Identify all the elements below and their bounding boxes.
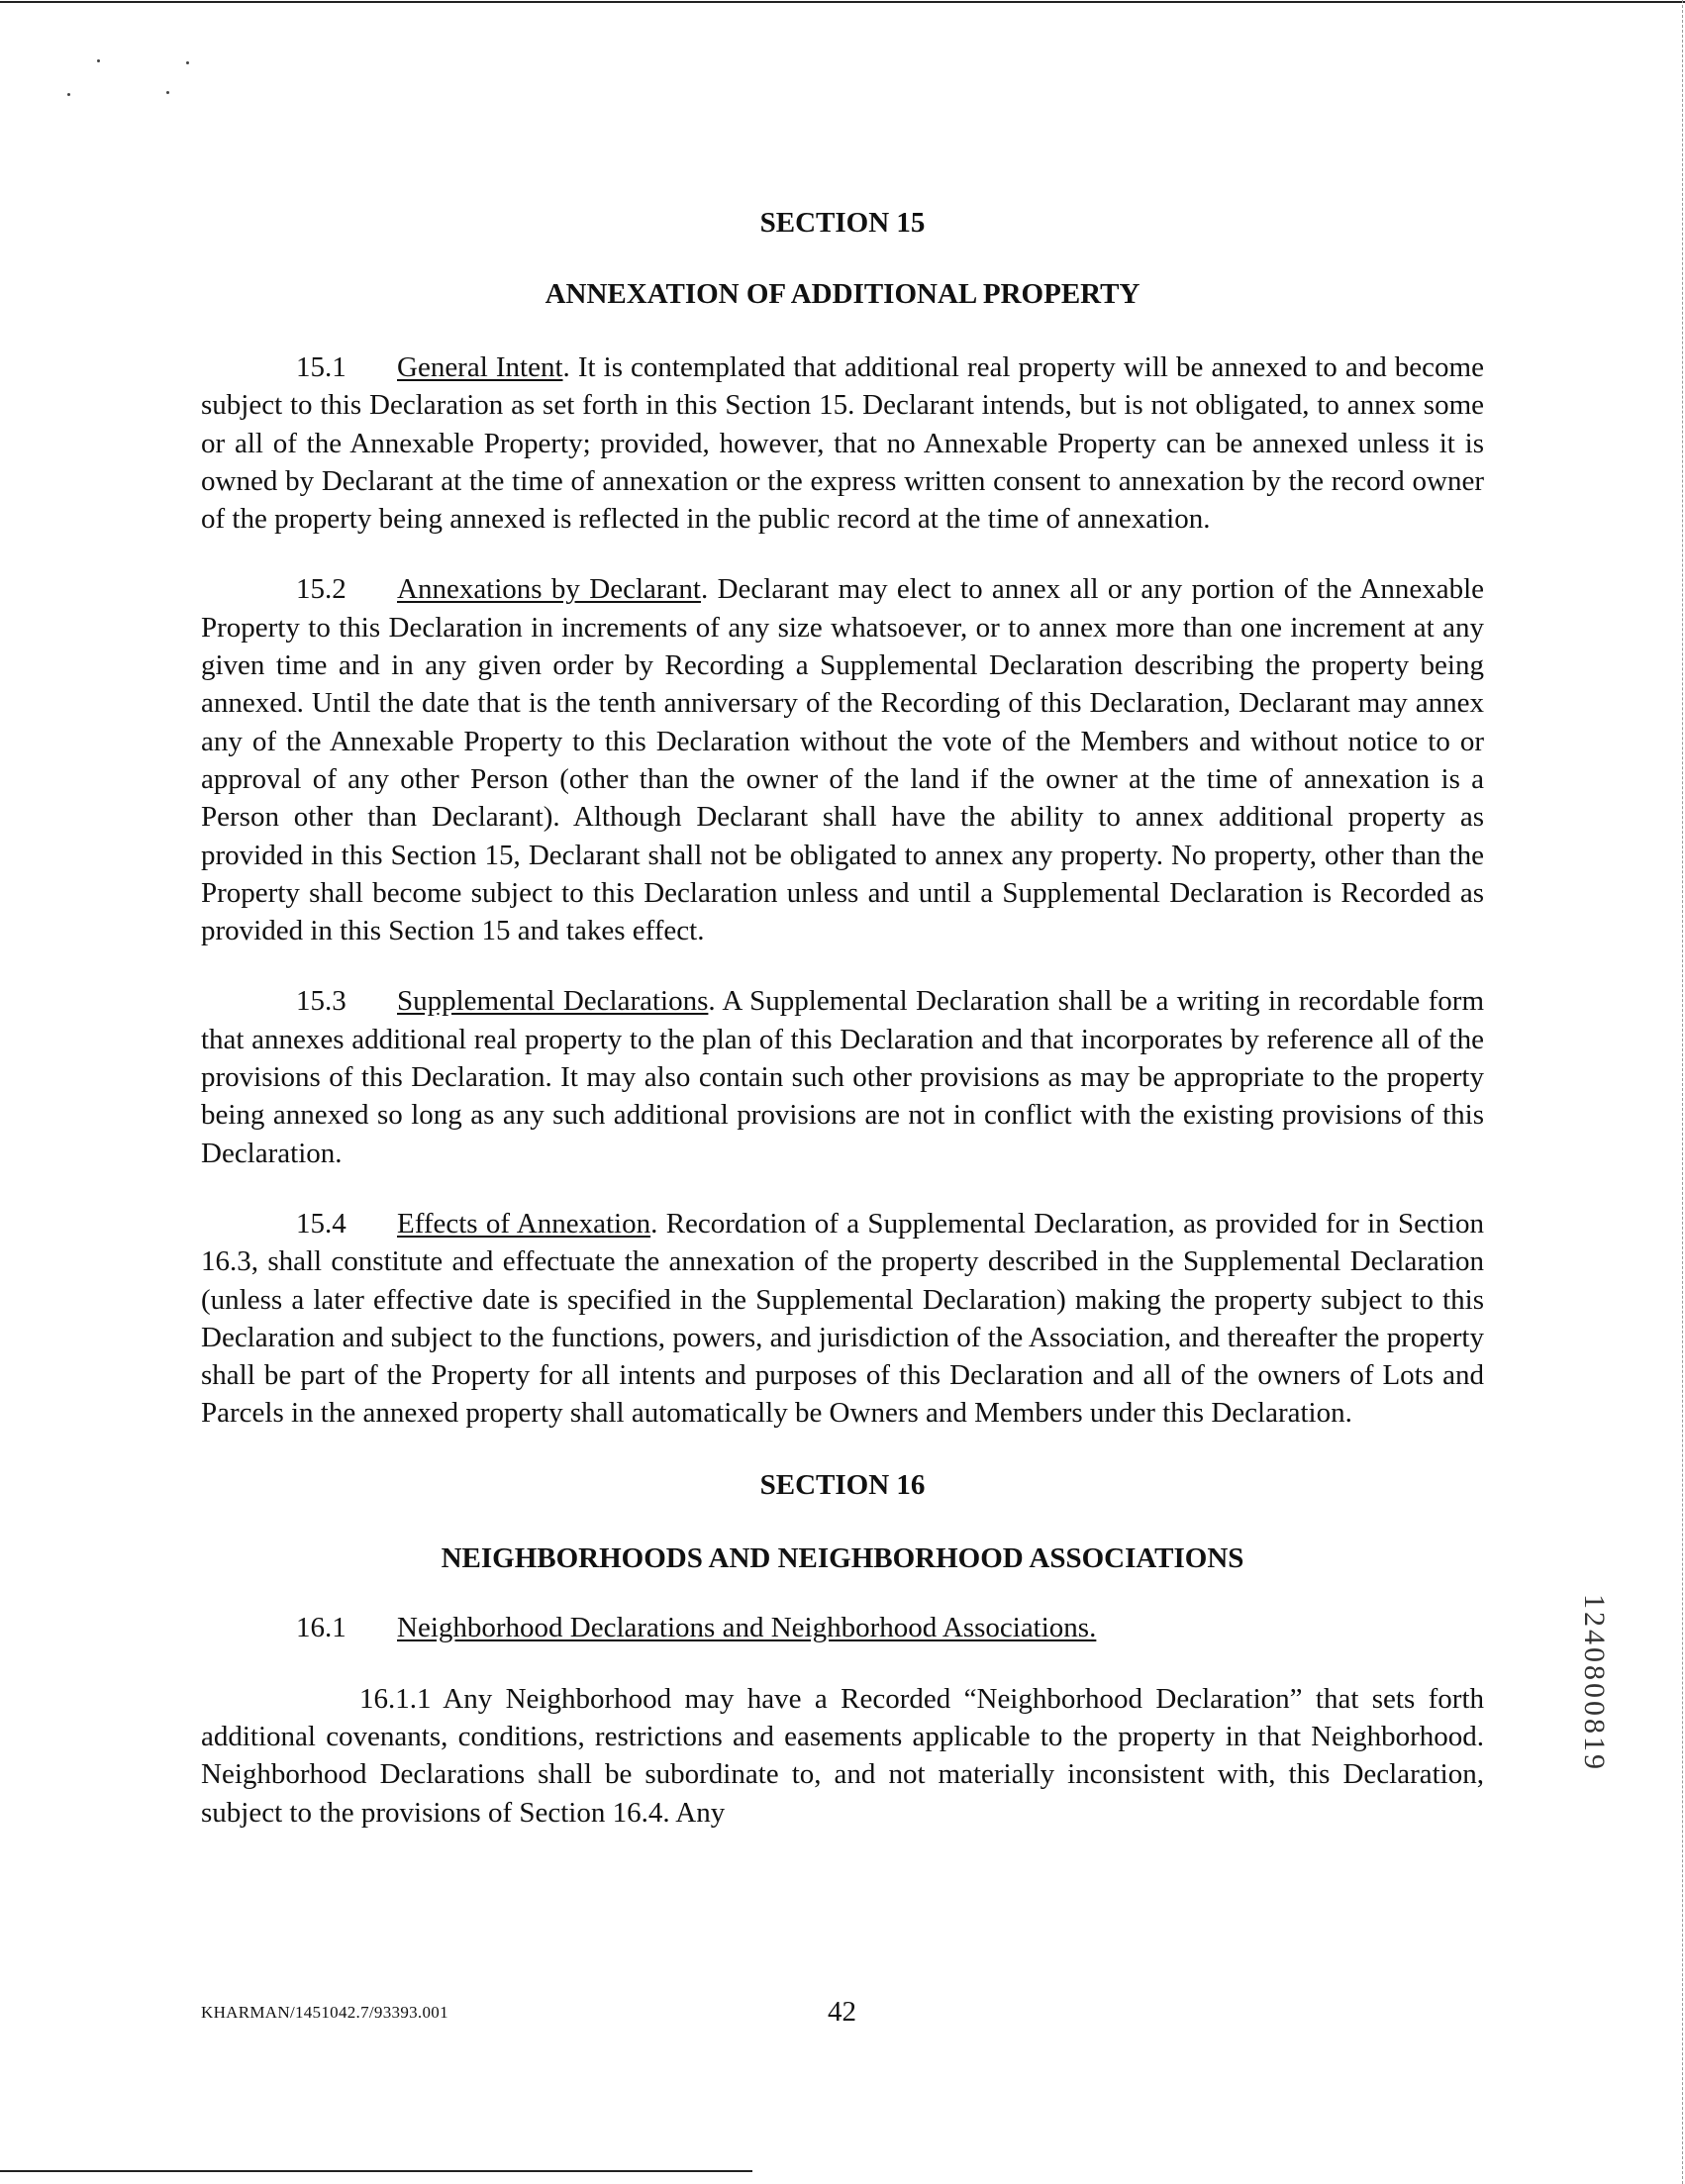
paragraph-15-3 (201, 982, 1484, 1171)
scan-edge-right (1682, 0, 1683, 2184)
paragraph-number: 15.1 (296, 351, 347, 383)
paragraph-title: Neighborhood Declarations and Neighborhood Associations. (397, 1611, 1097, 1643)
scan-speck (186, 61, 189, 64)
scan-edge-top (0, 1, 1685, 3)
paragraph-text: . It is contemplated that additional real property will be annexed to and become subject to this Declaration as set forth in this Section 15. Declarant intends, but is not obligated, to annex some or all of the Annexable Property; provided, however, that no Annexable Property can be annexed unless it is owned by Declarant at the time of annexation or the express written consent to annexation by the record owner of the property being annexed is reflected in the public record at the time of annexation. (201, 351, 1484, 536)
scan-speck (67, 93, 70, 96)
paragraph-text: . A Supplemental Declaration shall be a writing in recordable form that annexes additional real property to the plan of this Declaration and that incorporates by reference all of the provisions of this Declaration. It may also contain such other provisions as may be appropriate to the property being annexed so long as any such additional provisions are not in conflict with the existing provisions of this Declaration. (201, 985, 1485, 1169)
paragraph-title: General Intent (397, 351, 563, 383)
footer-document-id: KHARMAN/1451042.7/93393.001 (201, 2003, 448, 2022)
section-15-heading: SECTION 15 (759, 207, 926, 239)
scan-speck (97, 59, 100, 62)
paragraph-15-4 (201, 1205, 1484, 1433)
paragraph-title: Annexations by Declarant (397, 573, 701, 606)
paragraph-text: . Recordation of a Supplemental Declaration, as provided for in Section 16.3, shall constitute and effectuate the annexation of the property described in the Supplemental Declaration (unless a later effective date is specified in the Supplemental Declaration) making the property subject to this Declaration and subject to the functions, powers, and jurisdiction of the Association, and thereafter the property shall be part of the Property for all intents and purposes of this Declaration and all of the owners of Lots and Parcels in the annexed property shall automatically be Owners and Members under this Declaration. (201, 1207, 1484, 1430)
paragraph-15-1 (201, 348, 1484, 538)
paragraph-title: Effects of Annexation (397, 1207, 651, 1240)
paragraph-number: 15.3 (296, 985, 347, 1018)
paragraph-15-2 (201, 570, 1484, 949)
paragraph-title: Supplemental Declarations (397, 985, 709, 1018)
recording-stamp-text: 1240800819 (1578, 1594, 1611, 1772)
paragraph-number: 15.4 (296, 1207, 347, 1240)
paragraph-number: 16.1 (296, 1611, 347, 1643)
paragraph-text: . Declarant may elect to annex all or any portion of the Annexable Property to this Declaration in increments of any size whatsoever, or to annex more than one increment at any given time and in any given order by Recording a Supplemental Declaration describing the property being annexed. Until the date that is the tenth anniversary of the Recording of this Declaration, Declarant may annex any of the Annexable Property to this Declaration without the vote of the Members and without notice to or approval of any other Person (other than the owner of the land if the owner at the time of annexation is a Person other than Declarant). Although Declarant shall have the ability to annex additional property as provided in this Section 15, Declarant shall not be obligated to annex any property. No property, other than the Property shall become subject to this Declaration unless and until a Supplemental Declaration is Recorded as provided in this Section 15 and takes effect. (201, 573, 1485, 947)
paragraph-16-1-1: 16.1.1 Any Neighborhood may have a Recorded “Neighborhood Declaration” that sets forth additional covenants, conditions, restrictions and easements applicable to the property in that Neighborhood. Neighborhood Declarations shall be subordinate to, and not materially inconsistent with, this Declaration, subject to the provisions of Section 16.4. Any (201, 1682, 1484, 1829)
section-15-title: ANNEXATION OF ADDITIONAL PROPERTY (545, 278, 1140, 310)
scan-edge-bottom (0, 2170, 752, 2172)
section-16-heading: SECTION 16 (759, 1468, 926, 1501)
scan-speck (166, 91, 169, 94)
document-page (201, 198, 1484, 1832)
paragraph-16-1 (201, 1609, 1484, 1646)
paragraph-number: 15.2 (296, 573, 347, 606)
section-16-title: NEIGHBORHOODS AND NEIGHBORHOOD ASSOCIATIONS (441, 1541, 1244, 1574)
recording-stamp (1578, 1594, 1611, 1851)
page-number: 42 (828, 1996, 856, 2028)
